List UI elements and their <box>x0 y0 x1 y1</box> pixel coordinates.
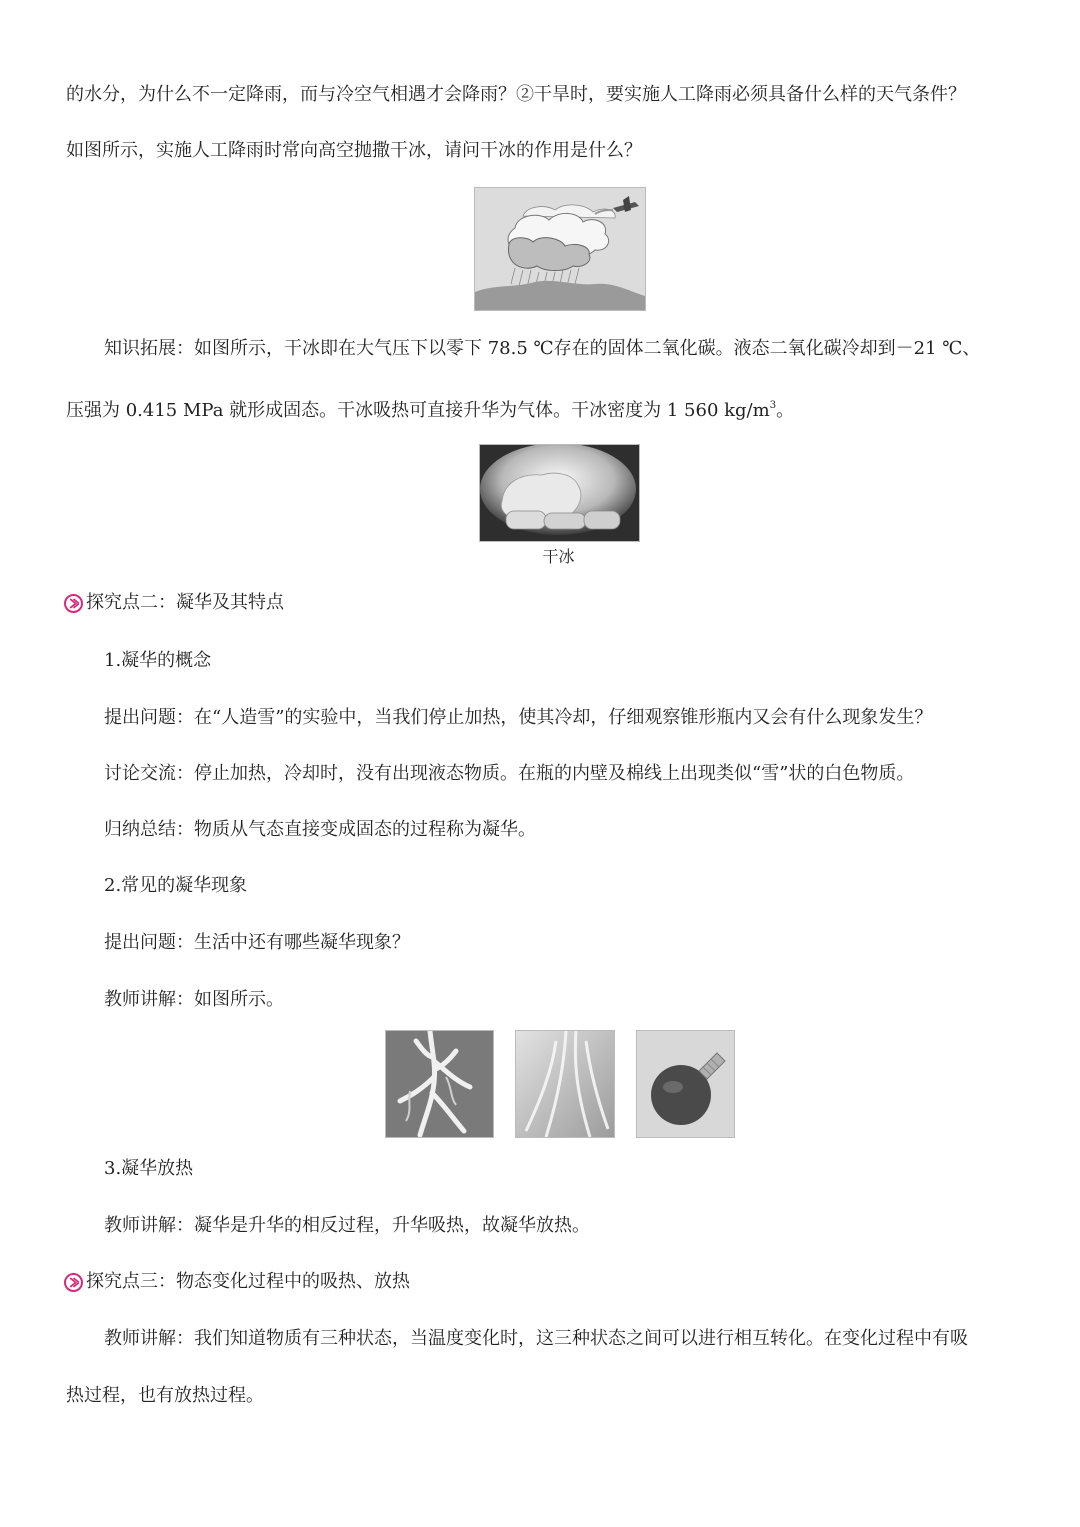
light-bulb-photo <box>636 1030 735 1138</box>
superscript: 3 <box>769 400 777 411</box>
text-span: 压强为 0.415 MPa 就形成固态。干冰吸热可直接升华为气体。干冰密度为 1 560 kg/m <box>66 400 770 421</box>
paragraph-line: 的水分，为什么不一定降雨，而与冷空气相遇才会降雨？②干旱时，要实施人工降雨必须具备什么样的天气条件？ <box>66 84 966 105</box>
paragraph-line <box>66 394 794 423</box>
paragraph-line: 教师讲解：我们知道物质有三种状态，当温度变化时，这三种状态之间可以进行相互转化。在变化过程中有吸 <box>104 1328 968 1349</box>
artificial-rain-figure <box>474 187 646 311</box>
section-heading-text: 探究点二：凝华及其特点 <box>86 592 284 613</box>
paragraph-line: 教师讲解：凝华是升华的相反过程，升华吸热，故凝华放热。 <box>104 1215 590 1236</box>
paragraph-line: 教师讲解：如图所示。 <box>104 989 284 1010</box>
text-span: 。 <box>776 400 795 421</box>
section-heading <box>64 591 284 615</box>
paragraph-line: 讨论交流：停止加热，冷却时，没有出现液态物质。在瓶的内壁及棉线上出现类似“雪”状的白色物质。 <box>104 763 915 784</box>
chevron-right-icon <box>64 594 83 613</box>
cloud-rain-illustration <box>475 188 645 310</box>
subheading: 2.常见的凝华现象 <box>104 875 248 896</box>
dry-ice-photo <box>479 444 640 542</box>
section-heading <box>64 1270 410 1294</box>
frost-branches-illustration <box>386 1031 493 1137</box>
subheading: 1.凝华的概念 <box>104 650 212 671</box>
paragraph-line: 归纳总结：物质从气态直接变成固态的过程称为凝华。 <box>104 819 536 840</box>
dry-ice-illustration <box>480 445 639 541</box>
frost-feather-illustration <box>516 1031 614 1137</box>
subheading: 3.凝华放热 <box>104 1158 194 1179</box>
section-heading-text: 探究点三：物态变化过程中的吸热、放热 <box>86 1271 410 1292</box>
paragraph-line: 提出问题：在“人造雪”的实验中，当我们停止加热，使其冷却，仔细观察锥形瓶内又会有什么现象发生？ <box>104 707 933 728</box>
frost-branches-photo <box>385 1030 494 1138</box>
paragraph-line: 如图所示，实施人工降雨时常向高空抛撒干冰，请问干冰的作用是什么？ <box>66 140 642 161</box>
paragraph-line: 提出问题：生活中还有哪些凝华现象？ <box>104 932 410 953</box>
frost-feather-photo <box>515 1030 615 1138</box>
chevron-right-icon <box>64 1273 83 1292</box>
figure-caption: 干冰 <box>542 547 575 566</box>
paragraph-line: 热过程，也有放热过程。 <box>66 1385 264 1406</box>
light-bulb-illustration <box>637 1031 734 1137</box>
paragraph-line: 知识拓展：如图所示，干冰即在大气压下以零下 78.5 ℃存在的固体二氧化碳。液态二氧化碳冷却到－21 ℃、 <box>104 338 981 359</box>
